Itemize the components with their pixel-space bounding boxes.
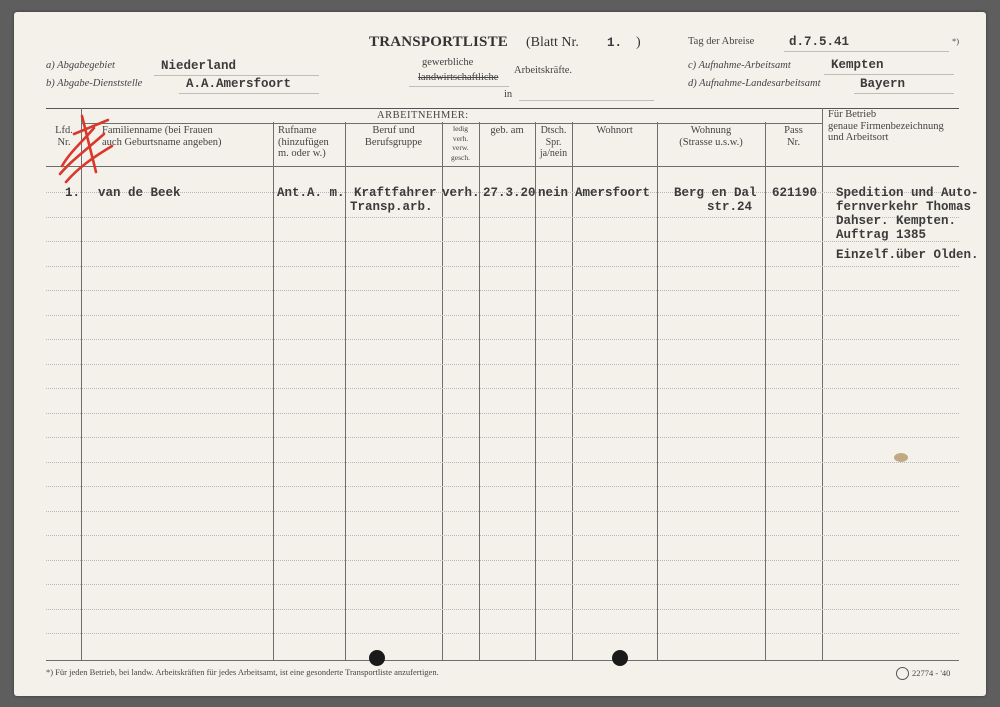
col-line-10 [822, 108, 823, 660]
dotted-row-line [46, 486, 959, 487]
header-lfd: Lfd. Nr. [55, 125, 73, 148]
row-wohnort: Amersfoort [575, 186, 651, 200]
punch-hole-right [612, 650, 628, 666]
row-betrieb-1: Spedition und Auto- [836, 186, 979, 200]
aufnahme-arbeitsamt-value: Kempten [831, 58, 884, 72]
header-geb: geb. am [490, 125, 524, 136]
row-beruf-2: Transp.arb. [350, 200, 433, 214]
dotted-row-line [46, 315, 959, 316]
col-line-3 [345, 122, 346, 660]
print-code: 22774 - '40 [912, 668, 951, 678]
punch-hole-left [369, 650, 385, 666]
blatt-label: (Blatt Nr. [526, 35, 579, 50]
col-line-7 [572, 122, 573, 660]
abgabe-dienststelle-underline [179, 93, 319, 94]
arbeitnehmer-group-header: ARBEITNEHMER: [377, 110, 469, 121]
dotted-row-line [46, 511, 959, 512]
table-bottom-border [46, 660, 959, 661]
middle-underline-2 [519, 100, 654, 101]
form-title: TRANSPORTLISTE [369, 34, 508, 50]
stain [894, 453, 908, 462]
col-line-2 [273, 122, 274, 660]
header-pass: Pass Nr. [784, 125, 803, 148]
aufnahme-landesarbeitsamt-value: Bayern [860, 77, 906, 91]
abgabegebiet-label: a) Abgabegebiet [46, 60, 115, 71]
abreise-underline [784, 51, 949, 52]
blatt-close: ) [636, 35, 641, 50]
dotted-row-line [46, 413, 959, 414]
dotted-row-line [46, 560, 959, 561]
col-line-5 [479, 122, 480, 660]
dotted-row-line [46, 584, 959, 585]
abgabegebiet-underline [154, 75, 319, 76]
aufnahme-arbeitsamt-underline [824, 74, 954, 75]
aufnahme-landesarbeitsamt-underline [854, 93, 954, 94]
row-geb: 27.3.20 [483, 186, 536, 200]
row-wohnung-2: str.24 [707, 200, 753, 214]
col-line-4 [442, 122, 443, 660]
asterisk-ref: *) [952, 36, 960, 46]
middle-underline-1 [409, 86, 509, 87]
col-line-8 [657, 122, 658, 660]
abgabe-dienststelle-value: A.A.Amersfoort [186, 77, 292, 91]
header-wohnort: Wohnort [596, 125, 633, 136]
row-pass: 621190 [772, 186, 818, 200]
abgabegebiet-value: Niederland [161, 59, 237, 73]
row-betrieb-4: Auftrag 1385 [836, 228, 927, 242]
dotted-row-line [46, 290, 959, 291]
dotted-row-line [46, 339, 959, 340]
header-ledig: ledig verh. verw. gesch. [451, 124, 470, 162]
aufnahme-landesarbeitsamt-label: d) Aufnahme-Landesarbeitsamt [688, 78, 821, 89]
header-rufname: Rufname (hinzufügen m. oder w.) [278, 125, 329, 159]
row-betrieb-2: fernverkehr Thomas [836, 200, 972, 214]
in-label: in [504, 89, 513, 100]
dotted-row-line [46, 364, 959, 365]
row-familienname: van de Beek [98, 186, 181, 200]
dotted-row-line [46, 609, 959, 610]
row-wohnung-1: Berg en Dal [674, 186, 757, 200]
arbeitskraefte-label: Arbeitskräfte. [514, 65, 573, 76]
row-dtsch: nein [538, 186, 569, 200]
row-betrieb-5: Einzelf.über Olden. [836, 248, 979, 262]
form-sheet [14, 12, 986, 696]
row-ledig: verh. [442, 186, 480, 200]
footer-note: *) Für jeden Betrieb, bei landw. Arbeitskräften für jedes Arbeitsamt, ist eine gesonderte Transportliste anzufertigen. [46, 667, 439, 677]
landwirtschaftliche-label: landwirtschaftliche [418, 72, 499, 83]
aufnahme-arbeitsamt-label: c) Aufnahme-Arbeitsamt [688, 60, 791, 71]
row-rufname: Ant.A. m. [277, 186, 345, 200]
abreise-value: d.7.5.41 [789, 35, 850, 49]
red-handwritten-mark [52, 108, 120, 188]
printer-mark-icon [896, 667, 909, 680]
header-wohnung: Wohnung (Strasse u.s.w.) [679, 125, 743, 148]
dotted-row-line [46, 241, 959, 242]
dotted-row-line [46, 633, 959, 634]
abgabe-dienststelle-label: b) Abgabe-Dienststelle [46, 78, 143, 89]
col-line-9 [765, 122, 766, 660]
header-dtsch: Dtsch. Spr. ja/nein [539, 125, 568, 159]
dotted-row-line [46, 437, 959, 438]
dotted-row-line [46, 462, 959, 463]
col-line-6 [535, 122, 536, 660]
blatt-number: 1. [607, 36, 623, 50]
col-line-1 [81, 108, 82, 660]
dotted-row-line [46, 217, 959, 218]
row-beruf-1: Kraftfahrer [354, 186, 437, 200]
header-betrieb: Für Betrieb genaue Firmenbezeichnung und Arbeitsort [828, 109, 944, 143]
header-beruf: Beruf und Berufsgruppe [364, 125, 423, 148]
dotted-row-line [46, 535, 959, 536]
dotted-row-line [46, 266, 959, 267]
header-familienname: Familienname (bei Frauen auch Geburtsname angeben) [102, 125, 222, 148]
abreise-label: Tag der Abreise [688, 36, 755, 47]
gewerbliche-label: gewerbliche [422, 57, 474, 68]
dotted-row-line [46, 388, 959, 389]
row-betrieb-3: Dahser. Kempten. [836, 214, 957, 228]
row-lfd: 1. [65, 186, 81, 200]
